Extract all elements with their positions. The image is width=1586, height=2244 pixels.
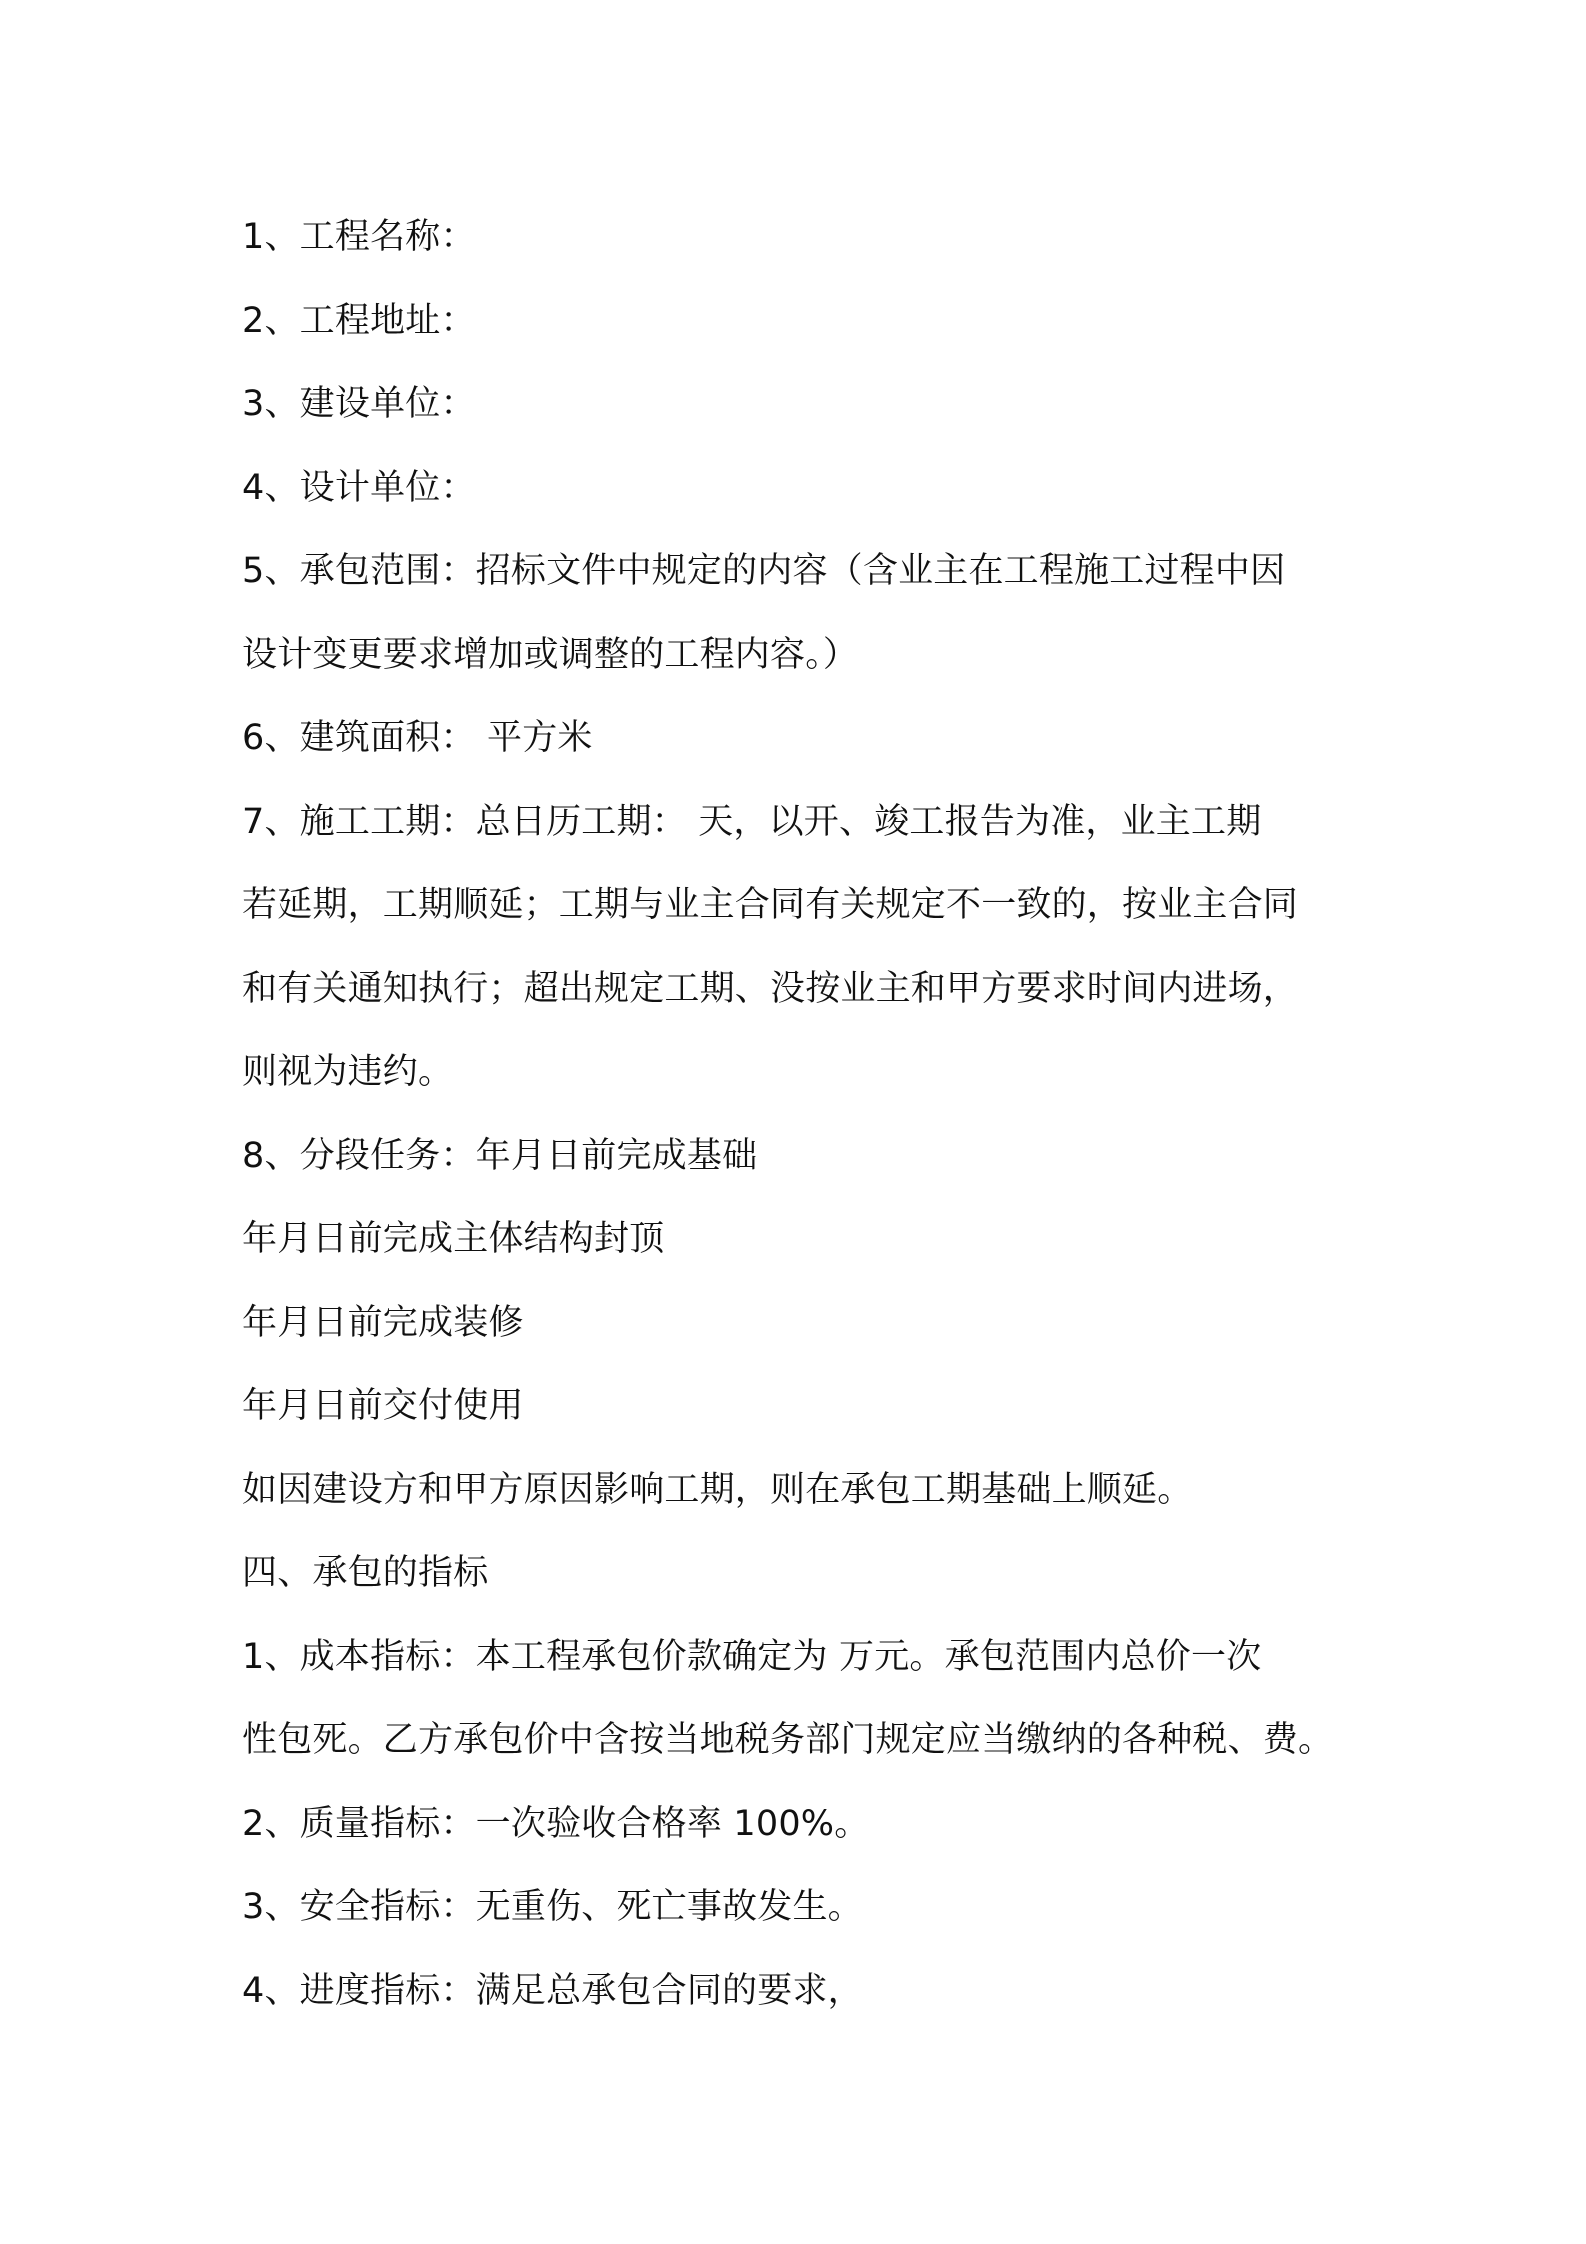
item-construction-period-cont-2: 和有关通知执行；超出规定工期、没按业主和甲方要求时间内进场，: [242, 968, 1299, 1009]
item-phased-tasks: 8、分段任务：年月日前完成基础: [242, 1135, 758, 1176]
item-schedule-indicator: 4、进度指标：满足总承包合同的要求，: [242, 1970, 863, 2011]
item-construction-unit: 3、建设单位：: [242, 384, 476, 424]
item-quality-indicator: 2、质量指标：一次验收合格率 100%。: [242, 1803, 870, 1844]
phased-task-line: 年月日前完成装修: [242, 1302, 524, 1343]
phased-task-line: 年月日前完成主体结构封顶: [242, 1219, 665, 1259]
item-cost-indicator-cont: 性包死。乙方承包价中含按当地税务部门规定应当缴纳的各种税、费。: [242, 1720, 1334, 1760]
item-construction-period-cont-3: 则视为违约。: [242, 1052, 454, 1092]
delay-clause: 如因建设方和甲方原因影响工期，则在承包工期基础上顺延。: [242, 1469, 1193, 1510]
item-project-name: 1、工程名称：: [242, 217, 476, 257]
item-construction-period: 7、施工工期：总日历工期： 天，以开、竣工报告为准，业主工期: [242, 801, 1262, 842]
item-design-unit: 4、设计单位：: [242, 467, 476, 508]
item-contract-scope-cont: 设计变更要求增加或调整的工程内容。）: [242, 634, 859, 675]
item-construction-period-cont-1: 若延期，工期顺延；工期与业主合同有关规定不一致的，按业主合同: [242, 885, 1299, 925]
phased-task-line: 年月日前交付使用: [242, 1386, 524, 1426]
item-building-area: 6、建筑面积： 平方米: [242, 718, 593, 758]
document-body: [242, 196, 1362, 2033]
item-cost-indicator: 1、成本指标：本工程承包价款确定为 万元。承包范围内总价一次: [242, 1636, 1262, 1677]
item-safety-indicator: 3、安全指标：无重伤、死亡事故发生。: [242, 1887, 863, 1927]
item-contract-scope: 5、承包范围：招标文件中规定的内容（含业主在工程施工过程中因: [242, 551, 1286, 591]
section-heading-contract-indicators: 四、承包的指标: [242, 1553, 489, 1593]
item-project-address: 2、工程地址：: [242, 300, 476, 341]
